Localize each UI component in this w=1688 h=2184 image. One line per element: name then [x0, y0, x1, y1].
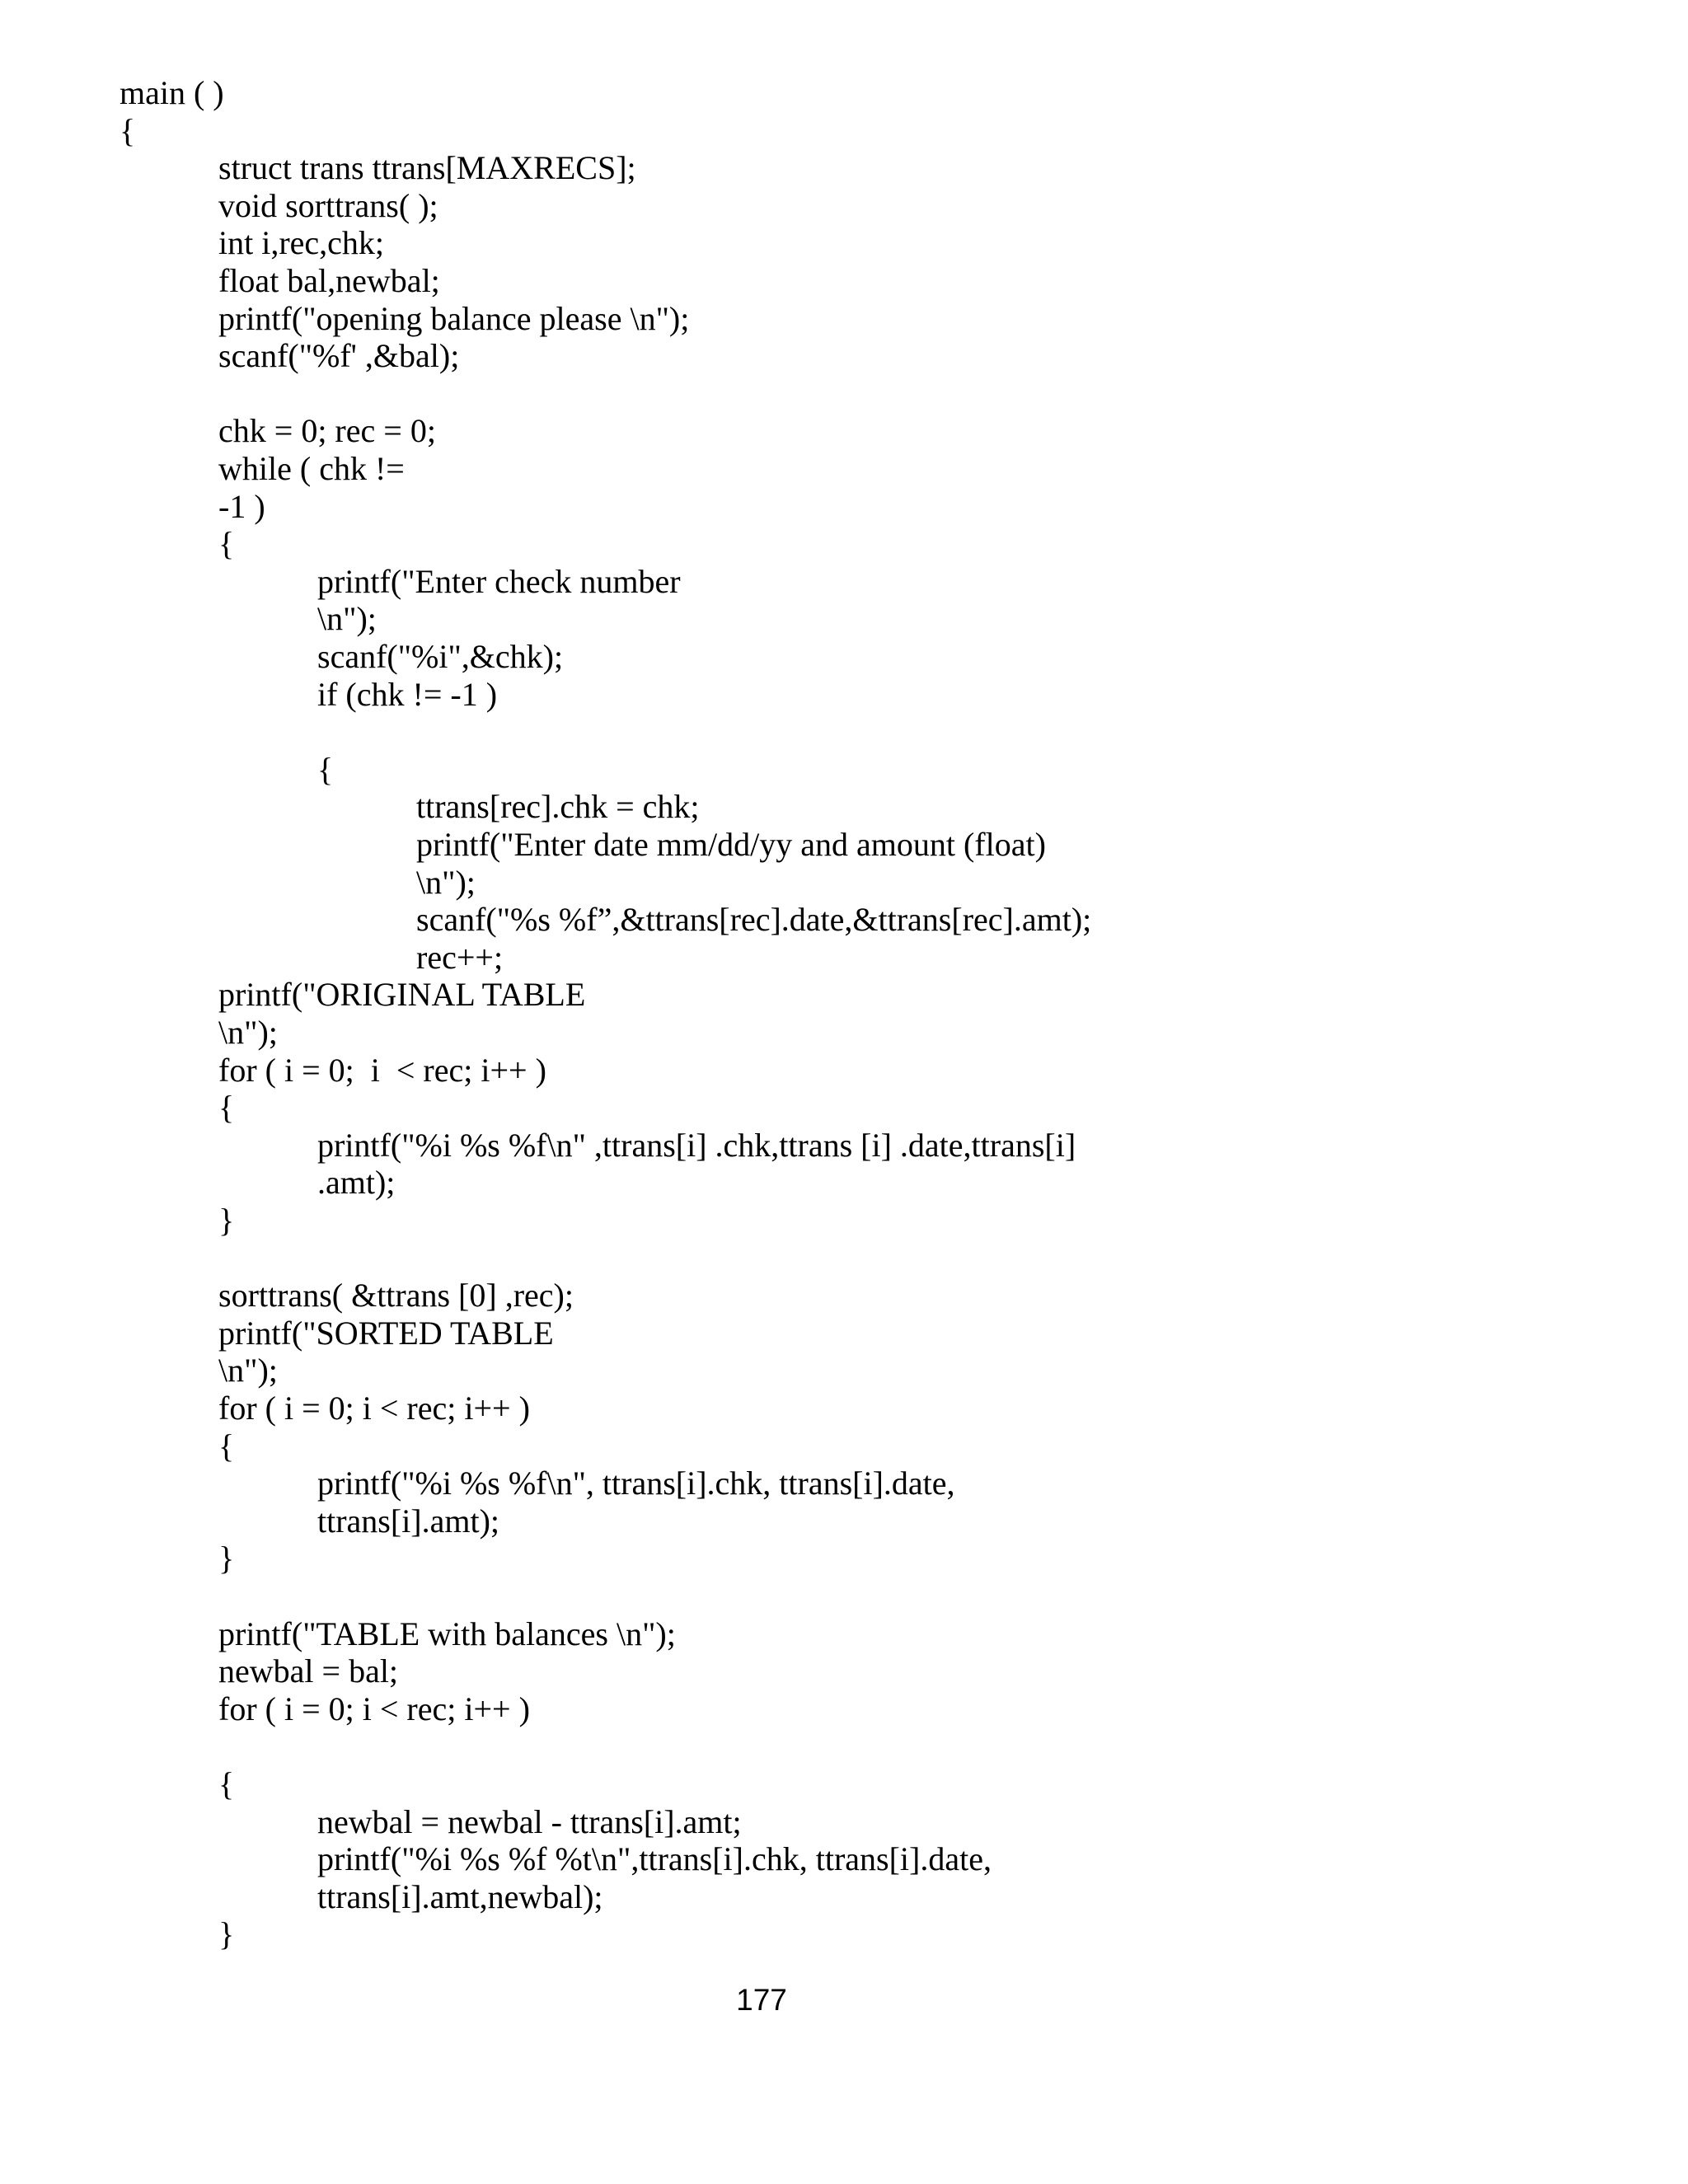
code-line: printf("Enter date mm/dd/yy and amount (float)	[416, 826, 1046, 863]
code-line: printf("SORTED TABLE	[218, 1314, 554, 1352]
code-line: for ( i = 0; i < rec; i++ )	[218, 1051, 546, 1089]
code-line: }	[218, 1540, 235, 1577]
code-line: int i,rec,chk;	[218, 224, 385, 262]
code-line: for ( i = 0; i < rec; i++ )	[218, 1390, 530, 1427]
code-line: \n");	[317, 600, 377, 638]
code-line: for ( i = 0; i < rec; i++ )	[218, 1690, 530, 1727]
page-number: 177	[736, 1983, 787, 2017]
code-line: ttrans[i].amt,newbal);	[317, 1877, 603, 1915]
code-line: {	[120, 111, 136, 149]
code-line: ttrans[i].amt);	[317, 1502, 500, 1540]
code-line: ttrans[rec].chk = chk;	[416, 788, 700, 826]
code-line: \n");	[218, 1352, 278, 1390]
code-line: newbal = bal;	[218, 1652, 399, 1690]
code-line: }	[218, 1202, 235, 1239]
code-line: .amt);	[317, 1164, 396, 1202]
code-line: rec++;	[416, 938, 504, 976]
code-line: chk = 0; rec = 0;	[218, 412, 436, 450]
code-line: printf("TABLE with balances \n");	[218, 1615, 676, 1652]
code-line: {	[218, 1427, 235, 1465]
code-line: scanf("%s %f”,&ttrans[rec].date,&ttrans[rec].amt);	[416, 901, 1092, 939]
code-line: {	[218, 525, 235, 563]
code-line: \n");	[218, 1014, 278, 1051]
code-line: float bal,newbal;	[218, 262, 440, 299]
code-line: scanf("%f' ,&bal);	[218, 337, 460, 375]
code-line: }	[218, 1915, 235, 1953]
code-line: {	[317, 750, 334, 788]
code-line: printf("%i %s %f\n" ,ttrans[i] .chk,ttrans [i] .date,ttrans[i]	[317, 1126, 1076, 1164]
code-line: {	[218, 1765, 235, 1802]
code-line: \n");	[416, 863, 476, 901]
code-line: scanf("%i",&chk);	[317, 638, 564, 675]
code-line: {	[218, 1089, 235, 1127]
code-line: main ( )	[120, 74, 224, 111]
code-line: sorttrans( &ttrans [0] ,rec);	[218, 1277, 574, 1315]
code-line: printf("opening balance please \n");	[218, 299, 690, 337]
code-line: printf("Enter check number	[317, 562, 681, 600]
code-line: while ( chk !=	[218, 450, 405, 487]
code-line: -1 )	[218, 487, 265, 525]
code-line: void sorttrans( );	[218, 186, 438, 224]
code-line: struct trans ttrans[MAXRECS];	[218, 149, 636, 187]
code-line: printf("%i %s %f %t\n",ttrans[i].chk, ttrans[i].date,	[317, 1840, 992, 1878]
code-line: newbal = newbal - ttrans[i].amt;	[317, 1802, 742, 1840]
code-line: printf("%i %s %f\n", ttrans[i].chk, ttrans[i].date,	[317, 1465, 955, 1502]
code-line: if (chk != -1 )	[317, 675, 498, 713]
code-line: printf("ORIGINAL TABLE	[218, 976, 586, 1014]
